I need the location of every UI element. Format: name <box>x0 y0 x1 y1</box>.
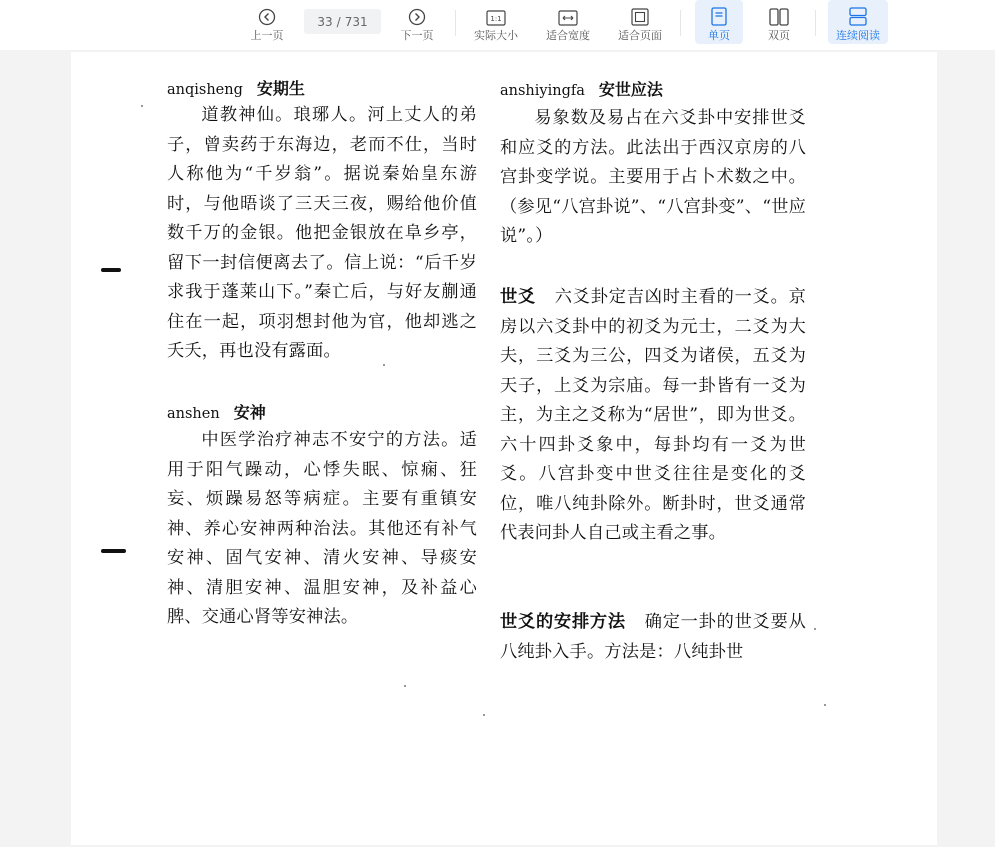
actual-size-button[interactable] <box>470 0 522 44</box>
subsection-text: 确定一卦的世爻要从八纯卦入手。方法是：八纯卦世 <box>500 612 806 662</box>
fit-width-button[interactable] <box>542 0 594 44</box>
scan-mark <box>101 549 126 553</box>
entry-heading <box>167 400 266 423</box>
page-separator: / <box>336 14 341 29</box>
single-page-button[interactable] <box>695 0 743 44</box>
page-number-indicator[interactable] <box>304 9 381 34</box>
scan-speck <box>814 628 816 630</box>
double-page-icon <box>769 0 789 26</box>
toolbar-divider <box>815 10 816 36</box>
fit-page-button[interactable] <box>614 0 666 44</box>
next-page-button[interactable] <box>396 0 438 44</box>
entry-heading <box>167 76 305 99</box>
subsection-text: 六爻卦定吉凶时主看的一爻。京房以六爻卦中的初爻为元士，二爻为大夫，三爻为三公，四爻为诸侯，五爻为天子，上爻为宗庙。每一卦皆有一爻为主，为主之爻称为“居世”，即为世爻。六十四卦爻象中，每卦均有一爻为世爻。八宫卦变中世爻往往是变化的爻位，唯八纯卦除外。断卦时，世爻通常代表问卦人自己或主看之事。 <box>500 287 806 543</box>
entry-pinyin: anqisheng <box>167 82 243 98</box>
single-page-icon <box>711 0 727 26</box>
scan-speck <box>404 685 406 687</box>
entry-body: 道教神仙。琅琊人。河上丈人的弟子，曾卖药于东海边，老而不仕，当时人称他为“千岁翁”。据说秦始皇东游时，与他晤谈了三天三夜，赐给他价值数千万的金银。他把金银放在阜乡亭，留下一封信便离去了。信上说：“后千岁求我于蓬莱山下。”秦亡后，与好友蒯通住在一起，项羽想封他为官，他却逃之夭夭，再也没有露面。 <box>167 105 477 361</box>
prev-page-label: 上一页 <box>250 29 284 42</box>
scan-speck <box>483 714 485 716</box>
viewer-toolbar <box>0 0 995 50</box>
fit-width-label: 适合宽度 <box>546 29 590 42</box>
subsection-term: 世爻的安排方法 <box>500 612 626 632</box>
toolbar-divider <box>455 10 456 36</box>
entry-title: 安神 <box>233 403 266 422</box>
total-pages: 731 <box>344 14 368 29</box>
document-page <box>71 52 937 845</box>
prev-page-button[interactable] <box>246 0 288 44</box>
scan-speck <box>141 105 143 107</box>
chevron-left-circle-icon <box>258 0 276 26</box>
entry-heading <box>500 77 663 100</box>
entry-title: 安世应法 <box>598 80 663 99</box>
subsection-method <box>500 608 806 667</box>
continuous-reading-label: 连续阅读 <box>836 29 880 42</box>
fit-page-label: 适合页面 <box>618 29 662 42</box>
chevron-right-circle-icon <box>408 0 426 26</box>
actual-size-label: 实际大小 <box>474 29 518 42</box>
entry-pinyin: anshiyingfa <box>500 83 585 99</box>
continuous-reading-button[interactable] <box>828 0 888 44</box>
subsection-shiyao <box>500 283 806 549</box>
double-page-button[interactable] <box>755 0 803 44</box>
current-page: 33 <box>317 14 333 29</box>
single-page-label: 单页 <box>708 29 730 42</box>
continuous-scroll-icon <box>849 0 867 26</box>
entry-pinyin: anshen <box>167 406 220 422</box>
subsection-term: 世爻 <box>500 287 536 307</box>
entry-body: 中医学治疗神志不安宁的方法。适用于阳气躁动，心悸失眠、惊痫、狂妄、烦躁易怒等病症。主要有重镇安神、养心安神两种治法。其他还有补气安神、固气安神、清火安神、导痰安神、清胆安神、温胆安神，及补益心脾、交通心肾等安神法。 <box>167 430 477 627</box>
scan-mark <box>101 268 121 272</box>
entry-body: 易象数及易占在六爻卦中安排世爻和应爻的方法。此法出于西汉京房的八宫卦变学说。主要用于占卜术数之中。（参见“八宫卦说”、“八宫卦变”、“世应说”。） <box>500 108 806 246</box>
scan-speck <box>824 704 826 706</box>
double-page-label: 双页 <box>768 29 790 42</box>
toolbar-divider <box>680 10 681 36</box>
fit-width-icon <box>558 0 578 26</box>
fit-page-icon <box>631 0 649 26</box>
actual-size-icon <box>486 0 506 26</box>
next-page-label: 下一页 <box>400 29 434 42</box>
entry-title: 安期生 <box>256 79 305 98</box>
svg-text:1:1: 1:1 <box>490 15 502 23</box>
